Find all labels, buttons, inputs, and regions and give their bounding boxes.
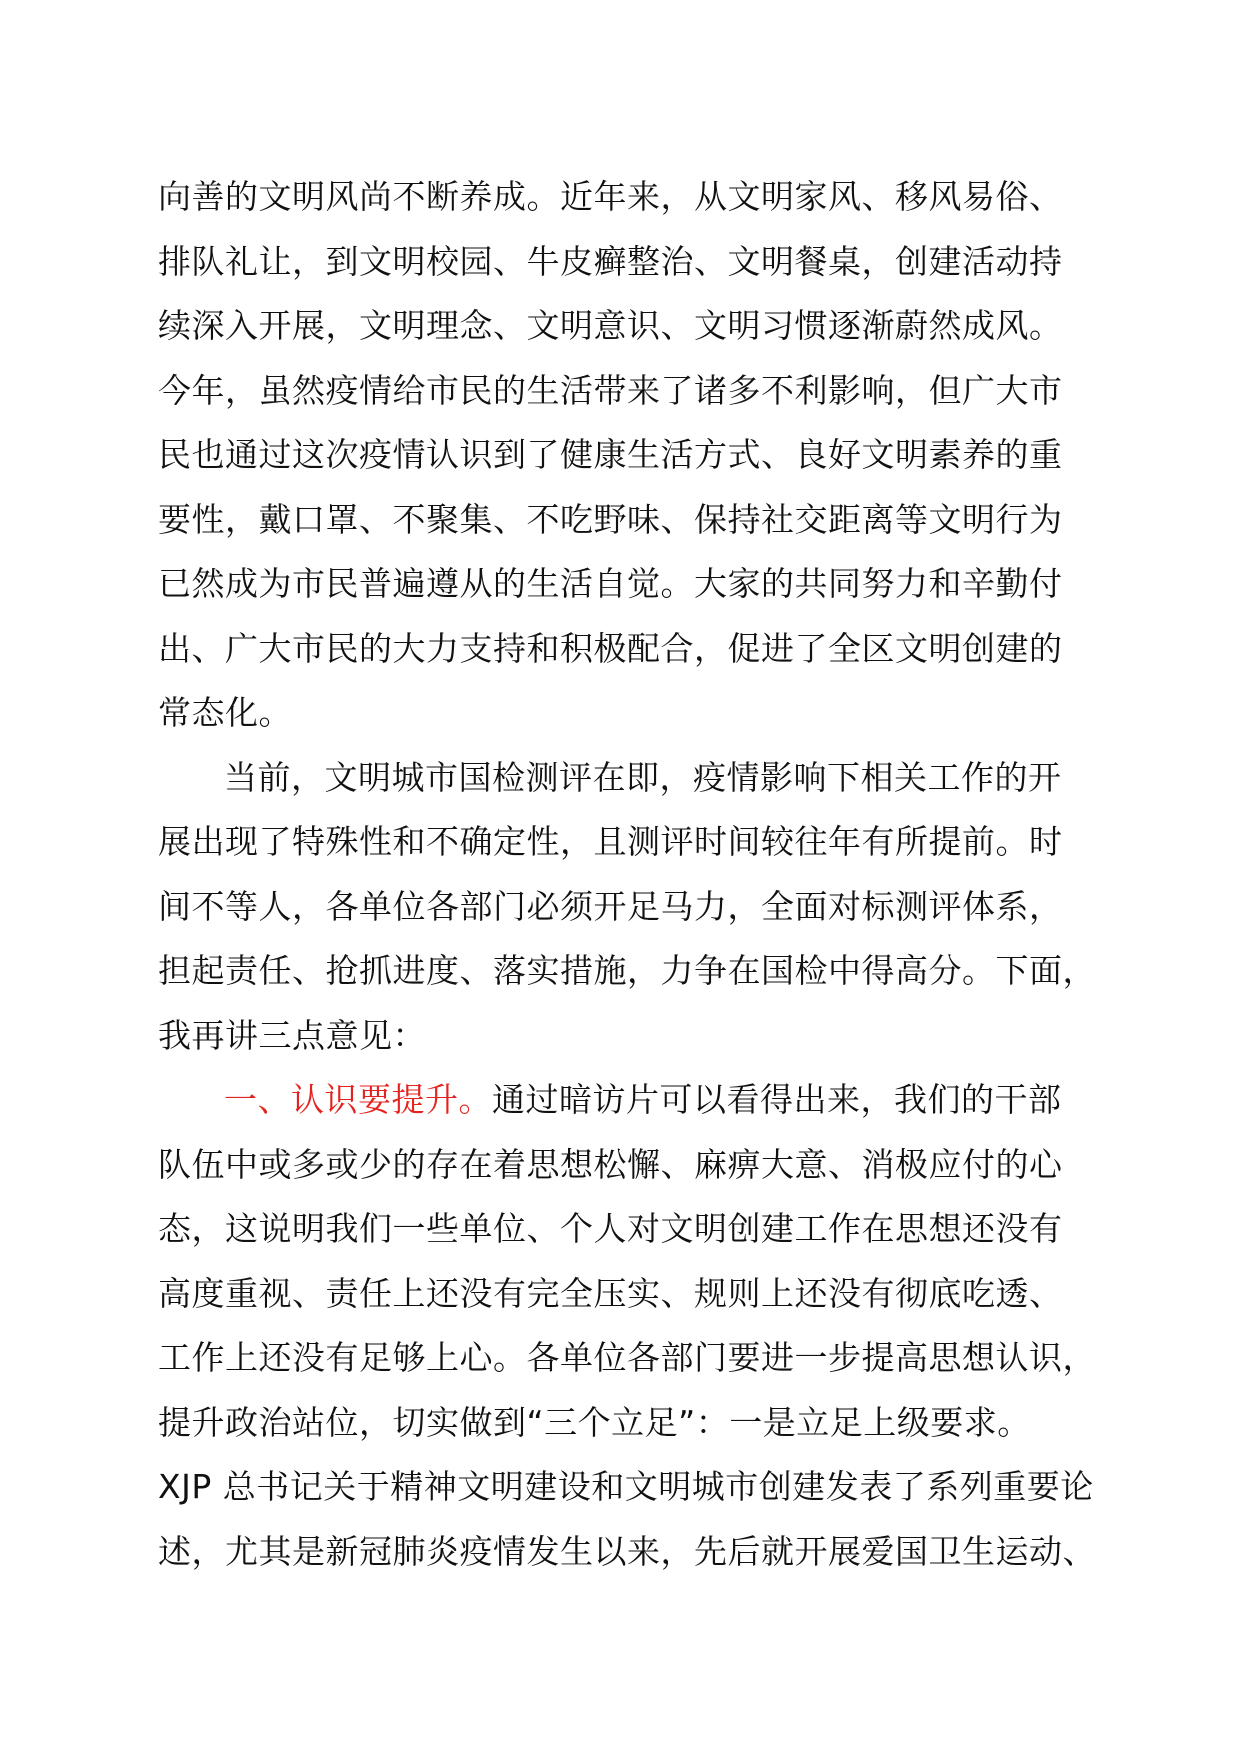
text-line: 排队礼让，到文明校园、牛皮癣整治、文明餐桌，创建活动持 <box>158 241 1063 281</box>
text-line: 常态化。 <box>158 693 292 732</box>
paragraph-start-line: 当前，文明城市国检测评在即，疫情影响下相关工作的开 <box>224 757 1062 797</box>
section-heading: 一、认识要提升。 <box>224 1080 492 1119</box>
text-line: 间不等人，各单位各部门必须开足马力，全面对标测评体系， <box>158 886 1063 926</box>
text-line: XJP 总书记关于精神文明建设和文明城市创建发表了系列重要论 <box>158 1467 1094 1506</box>
text-line: 工作上还没有足够上心。各单位各部门要进一步提高思想认识， <box>158 1338 1096 1377</box>
text-line: 已然成为市民普遍遵从的生活自觉。大家的共同努力和辛勤付 <box>158 564 1063 603</box>
text-line: 提升政治站位，切实做到“三个立足”：一是立足上级要求。 <box>158 1402 1031 1442</box>
text-line: 续深入开展，文明理念、文明意识、文明习惯逐渐蔚然成风。 <box>158 306 1063 345</box>
text-line: 队伍中或多或少的存在着思想松懈、麻痹大意、消极应付的心 <box>158 1144 1063 1184</box>
section-heading-continuation: 通过暗访片可以看得出来，我们的干部 <box>492 1080 1062 1119</box>
section-heading-line <box>158 1068 1118 1133</box>
text-line: 我再讲三点意见： <box>158 1015 426 1055</box>
text-line: 态，这说明我们一些单位、个人对文明创建工作在思想还没有 <box>158 1209 1063 1248</box>
text-line: 出、广大市民的大力支持和积极配合，促进了全区文明创建的 <box>158 628 1063 668</box>
text-line: 要性，戴口罩、不聚集、不吃野味、保持社交距离等文明行为 <box>158 499 1063 539</box>
text-line: 高度重视、责任上还没有完全压实、规则上还没有彻底吃透、 <box>158 1273 1063 1313</box>
text-line: 向善的文明风尚不断养成。近年来，从文明家风、移风易俗、 <box>158 177 1063 216</box>
document-body <box>158 165 1118 1584</box>
text-line: 担起责任、抢抓进度、落实措施，力争在国检中得高分。下面， <box>158 951 1096 990</box>
text-line: 述，尤其是新冠肺炎疫情发生以来，先后就开展爱国卫生运动、 <box>158 1531 1096 1571</box>
text-line: 展出现了特殊性和不确定性，且测评时间较往年有所提前。时 <box>158 822 1063 861</box>
text-line: 今年，虽然疫情给市民的生活带来了诸多不利影响，但广大市 <box>158 370 1063 410</box>
text-line: 民也通过这次疫情认识到了健康生活方式、良好文明素养的重 <box>158 435 1063 474</box>
